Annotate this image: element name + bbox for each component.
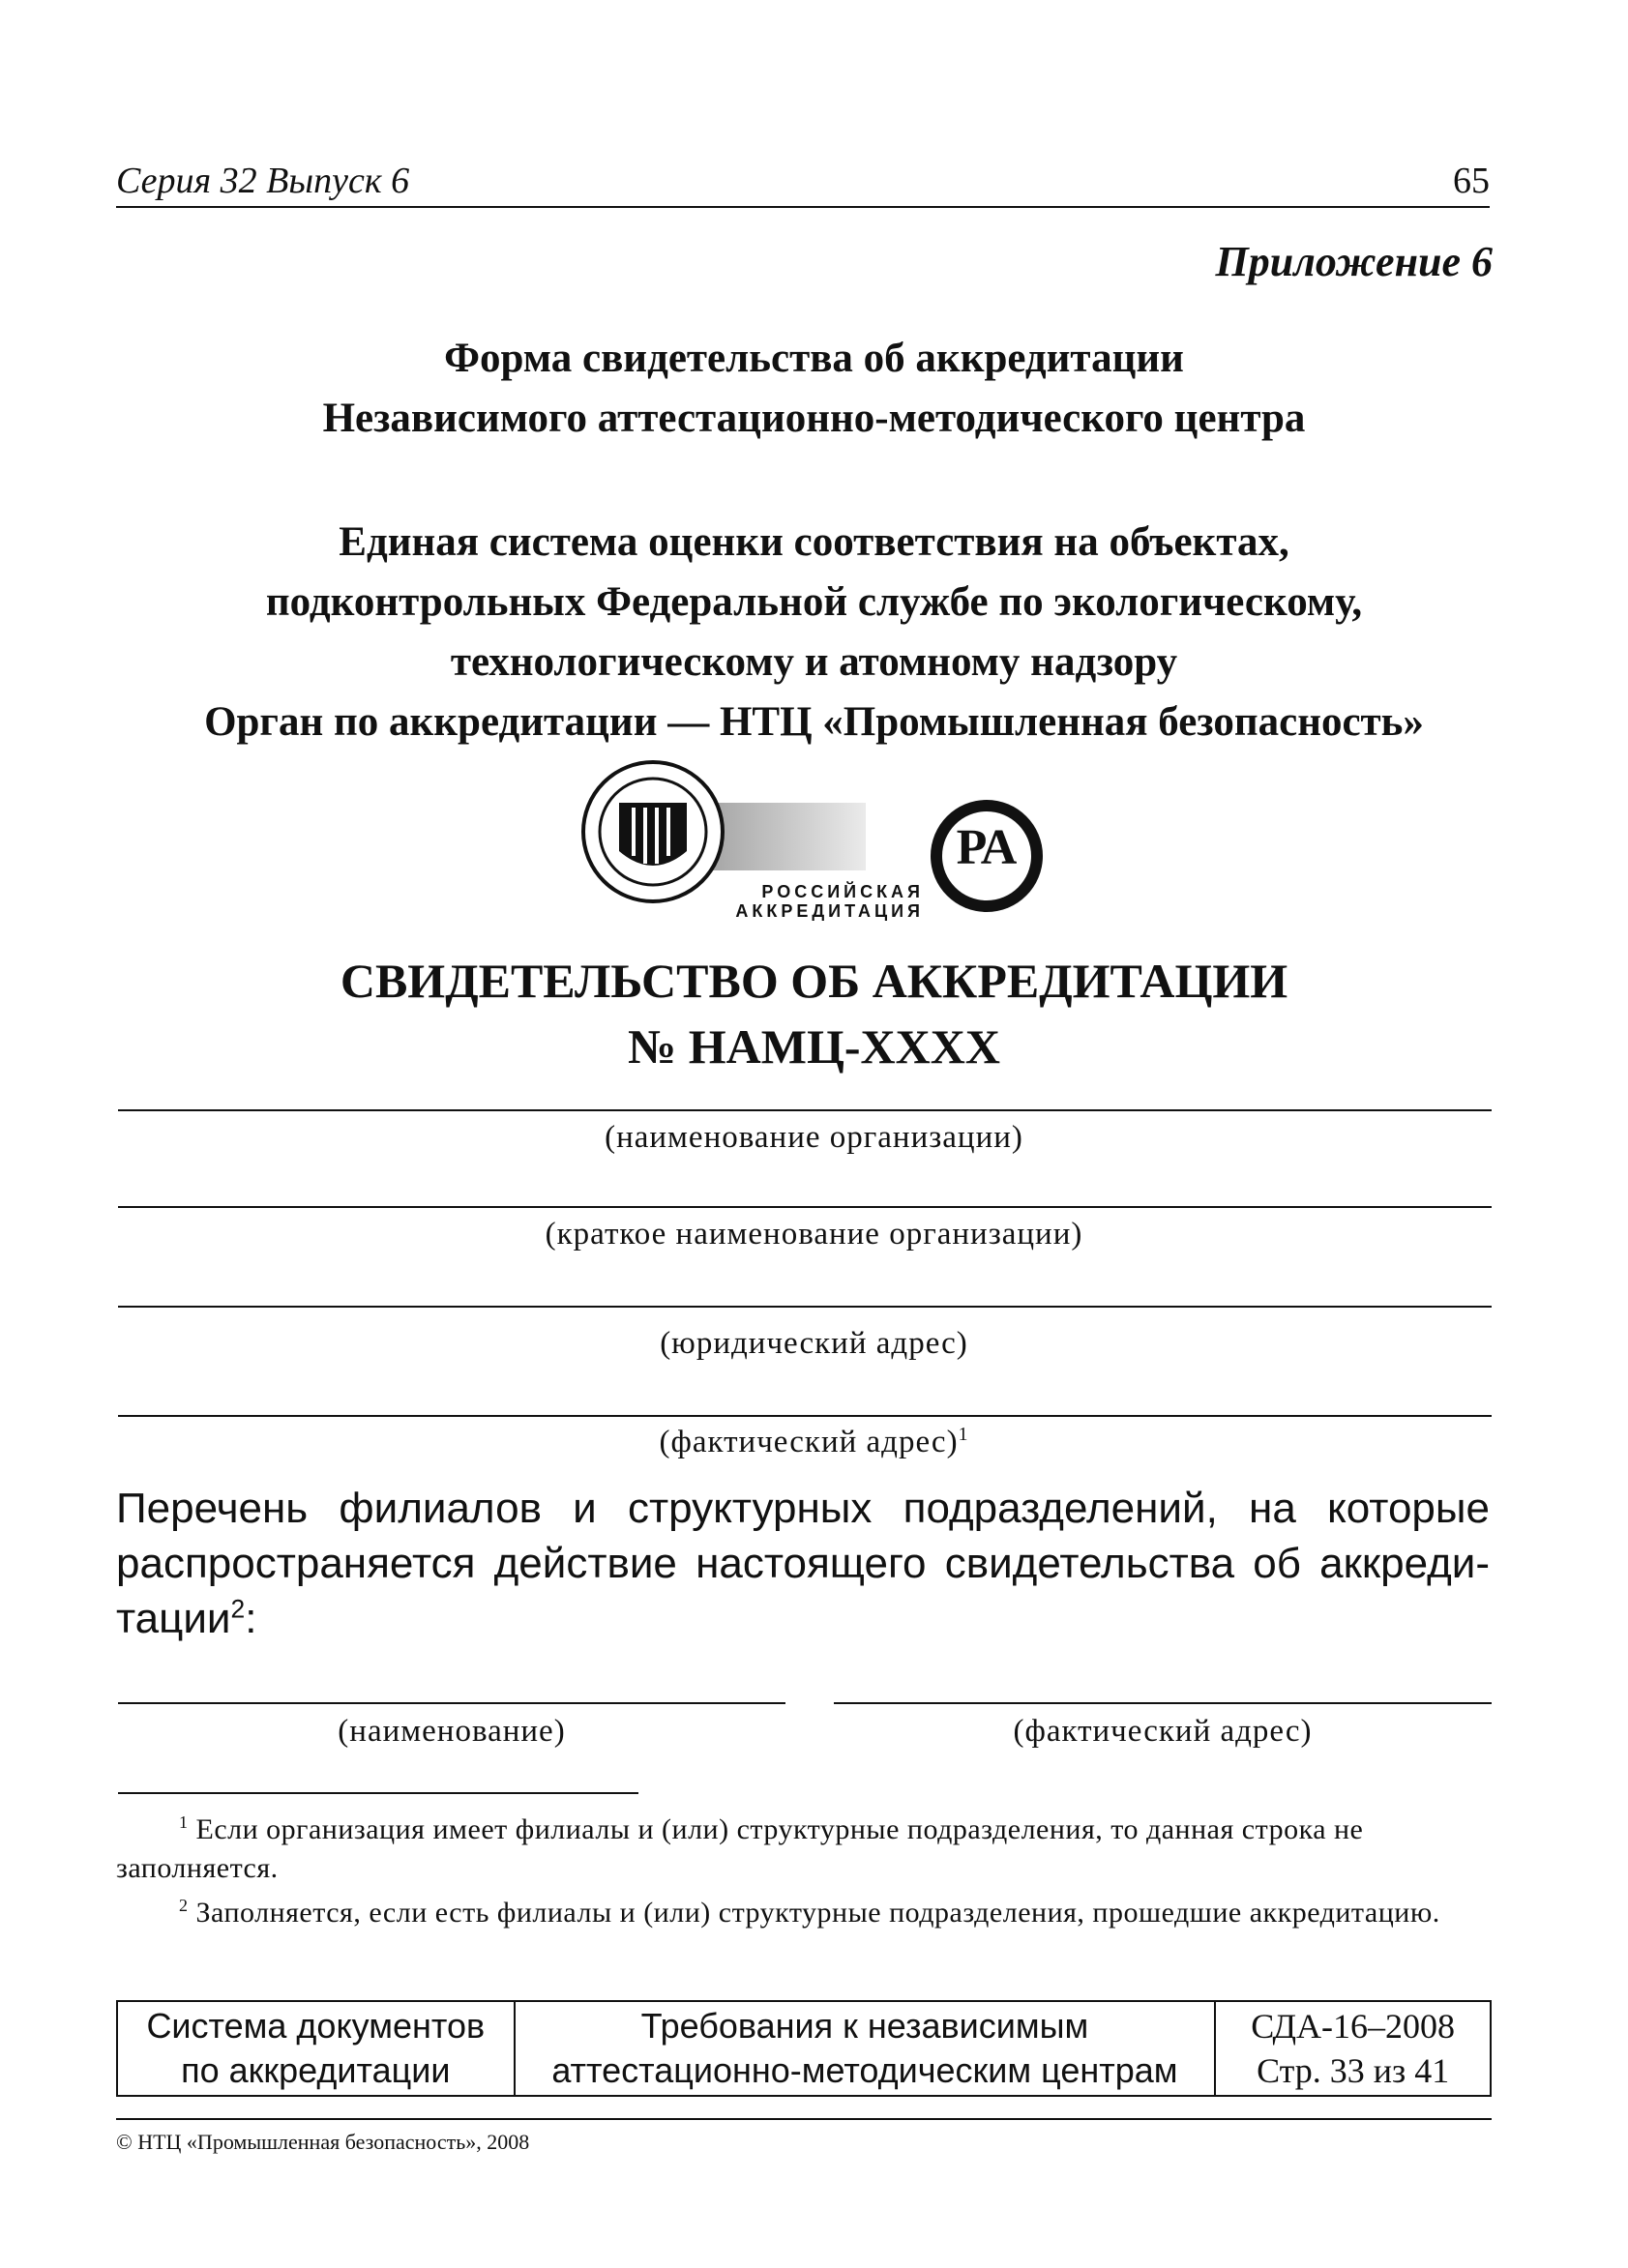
branch-name-line xyxy=(118,1702,785,1704)
short-name-caption: (краткое наименование организации) xyxy=(545,1217,1083,1252)
series-label: Серия 32 Выпуск 6 xyxy=(116,161,410,201)
org-name-line xyxy=(118,1109,1492,1111)
legal-address-line xyxy=(118,1306,1492,1308)
doc-title-line-2: аттестационно-методическим центрам xyxy=(551,2050,1178,2090)
footnote-1-mark: 1 xyxy=(179,1812,189,1832)
footnote-divider xyxy=(118,1792,638,1794)
footnote-ref-1: 1 xyxy=(958,1424,969,1445)
header-divider xyxy=(116,206,1490,208)
footnote-2-mark: 2 xyxy=(179,1896,189,1915)
logo-text-line-2: АККРЕДИТАЦИЯ xyxy=(735,901,924,921)
certificate-number: № НАМЦ-XXXX xyxy=(628,1019,1000,1074)
system-title-line-4: Орган по аккредитации — НТЦ «Промышленная безопасность» xyxy=(204,699,1424,745)
doc-page: Стр. 33 из 41 xyxy=(1257,2051,1450,2090)
footnote-1 xyxy=(116,1811,1490,1888)
table-row xyxy=(117,2001,1491,2096)
branch-address-caption: (фактический адрес) xyxy=(1013,1714,1313,1749)
system-title-line-2: подконтрольных Федеральной службе по экологическому, xyxy=(265,579,1363,625)
org-name-caption: (наименование организации) xyxy=(605,1120,1023,1155)
branch-address-line xyxy=(834,1702,1492,1704)
doc-title-cell xyxy=(515,2001,1216,2096)
footer-divider xyxy=(116,2118,1492,2120)
footnote-ref-2: 2 xyxy=(230,1594,246,1624)
doc-code-cell xyxy=(1215,2001,1491,2096)
footnote-2 xyxy=(116,1894,1490,1932)
footnote-2-text: Заполняется, если есть филиалы и (или) структурные подразделения, прошедшие аккредитацию. xyxy=(195,1897,1440,1929)
system-title-line-1: Единая система оценки соответствия на объектах, xyxy=(339,519,1289,565)
branches-colon: : xyxy=(245,1595,257,1642)
certificate-title: СВИДЕТЕЛЬСТВО ОБ АККРЕДИТАЦИИ xyxy=(340,954,1288,1008)
footnote-1-text: Если организация имеет филиалы и (или) структурные подразделения, то данная строка не заполняется. xyxy=(116,1813,1364,1884)
doc-title-line-1: Требования к независимым xyxy=(640,2006,1089,2046)
branches-paragraph xyxy=(116,1481,1490,1646)
actual-address-line xyxy=(118,1415,1492,1417)
form-title xyxy=(0,329,1628,449)
document-info-table xyxy=(116,2000,1492,2097)
logo-text xyxy=(721,882,924,921)
legal-address-caption: (юридический адрес) xyxy=(660,1326,968,1361)
short-name-line xyxy=(118,1206,1492,1208)
system-title xyxy=(0,513,1628,752)
actual-address-caption xyxy=(0,1425,1628,1460)
doc-system-cell xyxy=(117,2001,515,2096)
accreditation-logo xyxy=(576,759,1059,933)
copyright: © НТЦ «Промышленная безопасность», 2008 xyxy=(116,2130,530,2154)
branch-name-caption: (наименование) xyxy=(338,1714,566,1749)
ra-emblem-icon: РА xyxy=(956,820,1018,875)
system-title-line-3: технологическому и атомному надзору xyxy=(450,639,1178,685)
doc-system-line-1: Система документов xyxy=(146,2006,486,2046)
doc-system-line-2: по аккредитации xyxy=(181,2050,451,2090)
logo-text-line-1: РОССИЙСКАЯ xyxy=(761,882,924,901)
actual-address-caption-text: (фактический адрес) xyxy=(659,1425,959,1459)
branches-text: Перечень филиалов и структурных подразделений, на которые распространяется действие настоящего свидетельства об аккреди-тации xyxy=(116,1485,1490,1642)
form-title-line-2: Независимого аттестационно-методического центра xyxy=(322,396,1306,441)
appendix-label: Приложение 6 xyxy=(1215,238,1493,285)
form-title-line-1: Форма свидетельства об аккредитации xyxy=(444,336,1184,381)
page-number: 65 xyxy=(1453,161,1490,201)
doc-code: СДА-16–2008 xyxy=(1251,2007,1456,2046)
certificate-heading xyxy=(0,948,1628,1079)
